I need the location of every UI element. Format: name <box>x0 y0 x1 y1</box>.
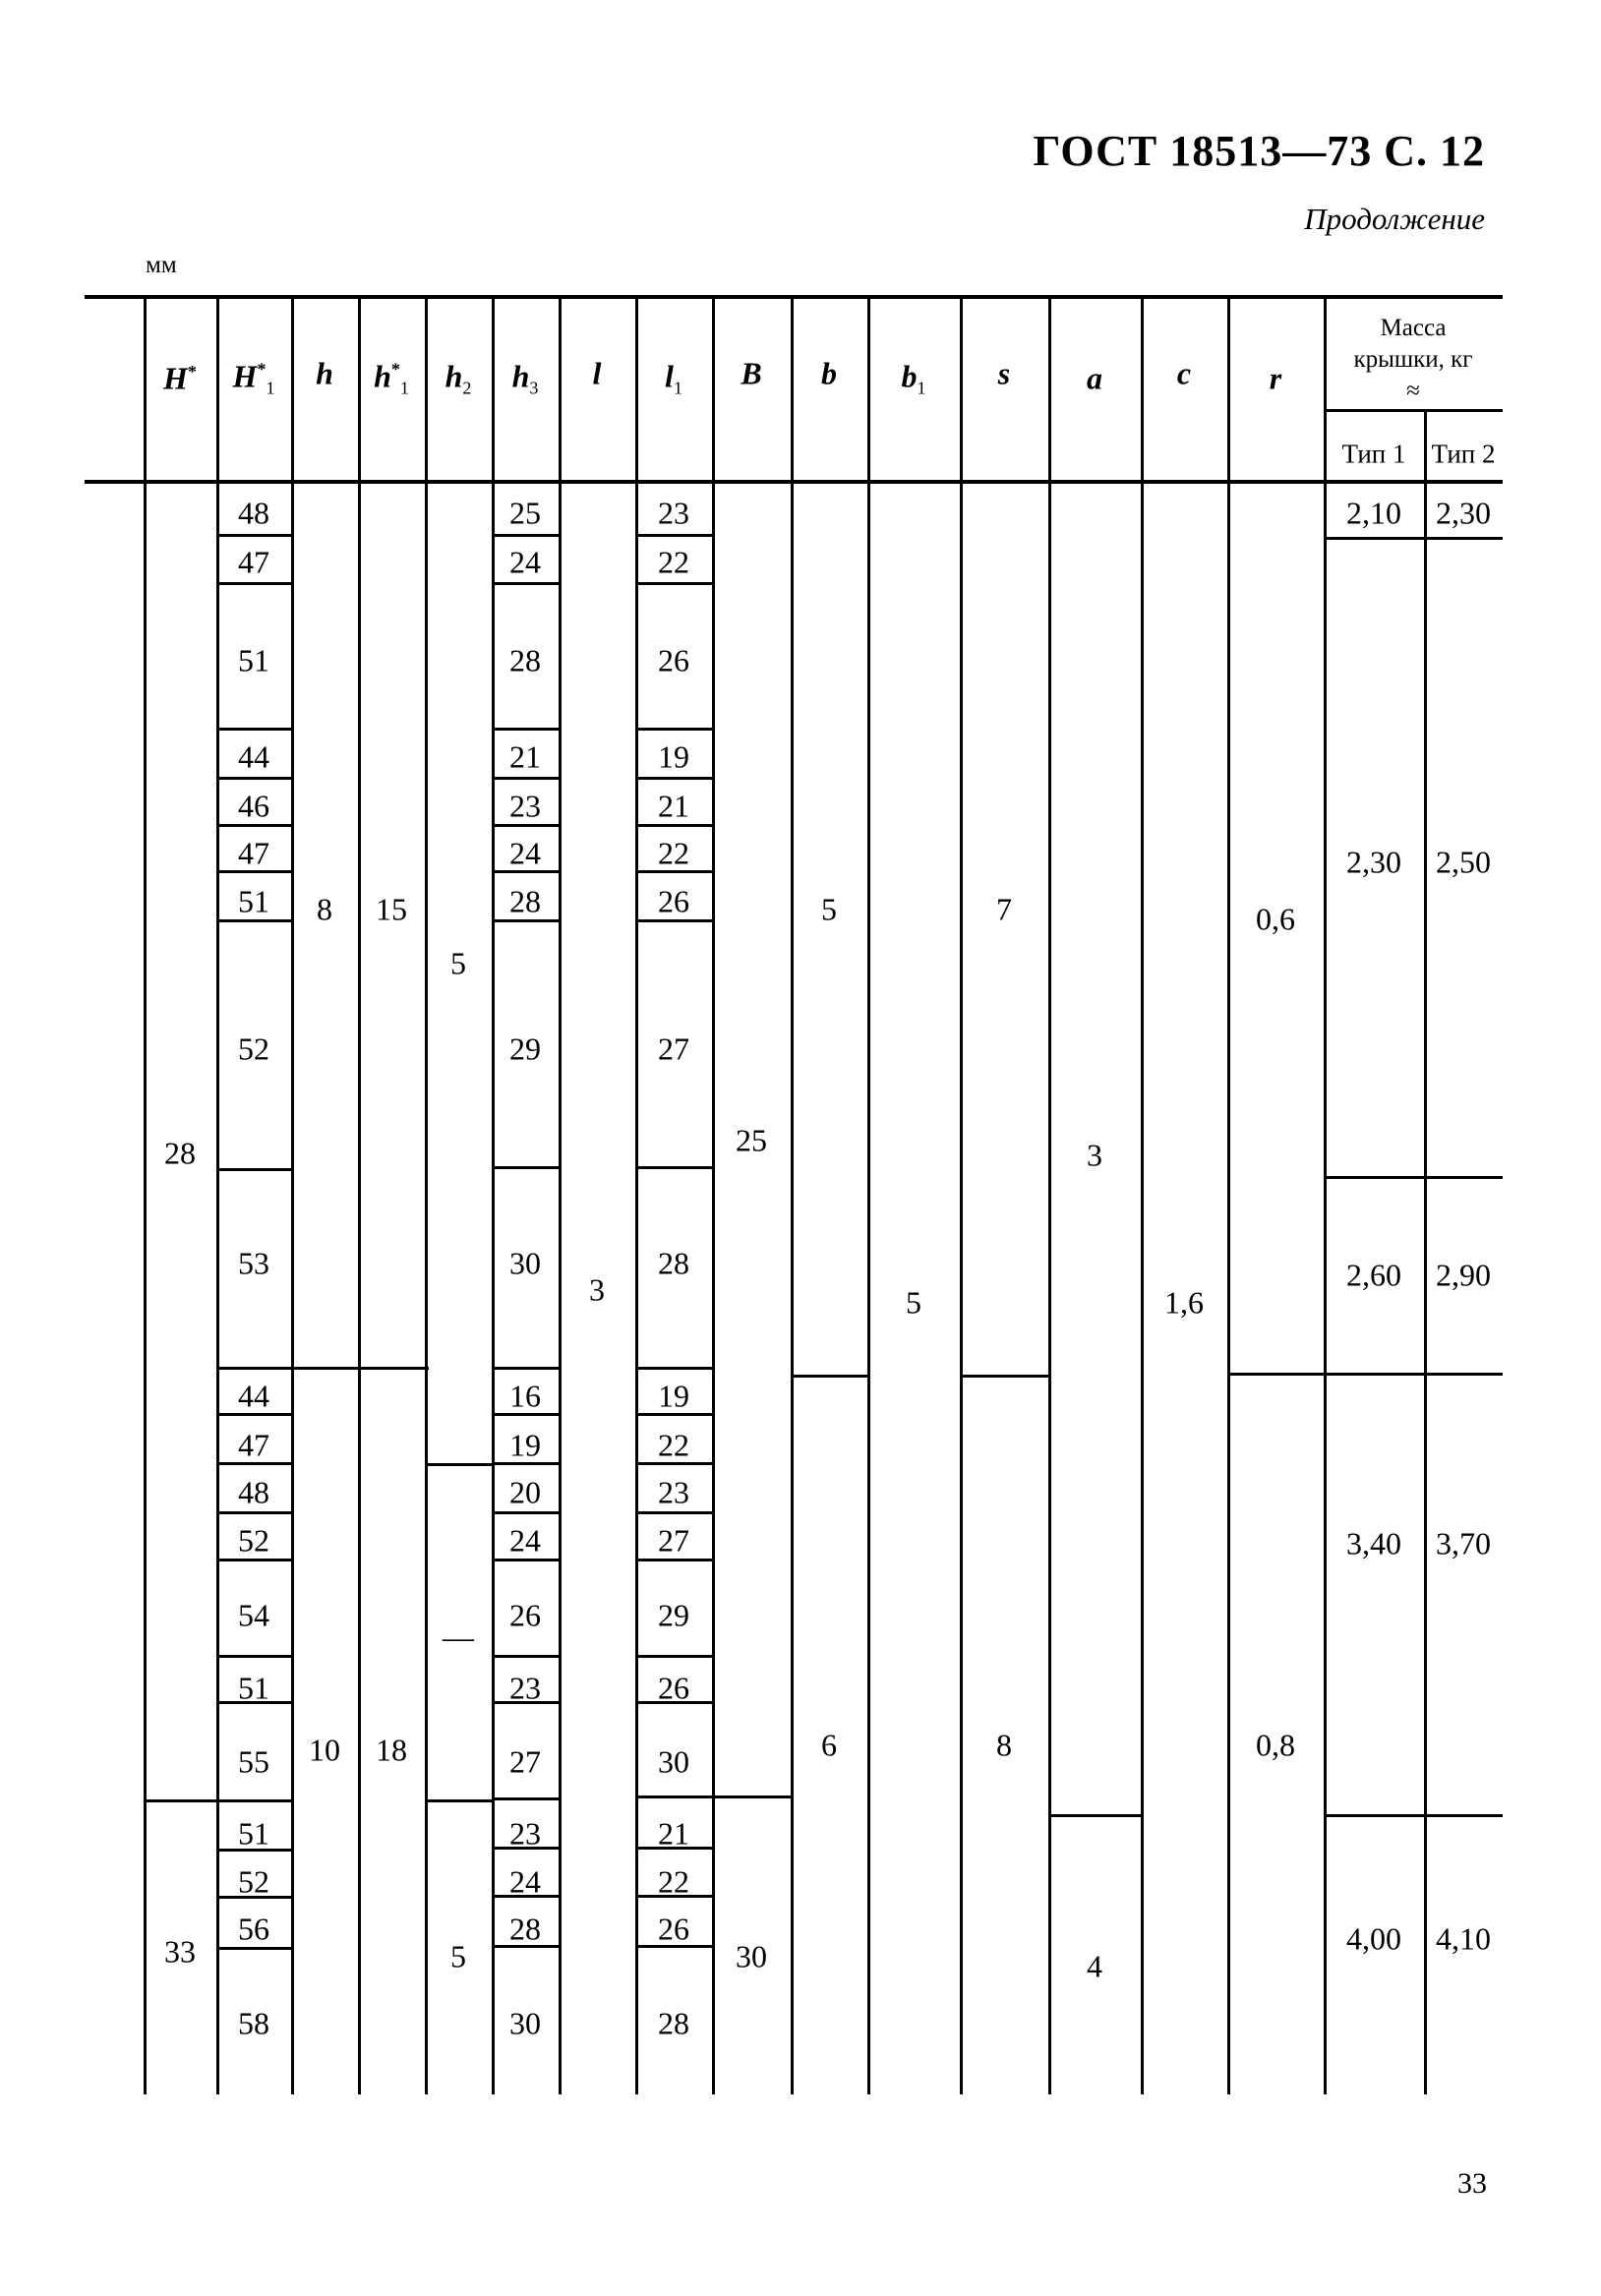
cell-H1: 44 <box>238 1378 269 1414</box>
cell-h3: 27 <box>509 1743 541 1780</box>
cell-h3: 24 <box>509 835 541 871</box>
cell-h: 10 <box>309 1732 340 1768</box>
cell-l1: 26 <box>658 1670 689 1706</box>
cell-c: 1,6 <box>1164 1284 1204 1321</box>
row-rule <box>216 1799 294 1802</box>
row-rule <box>216 728 294 731</box>
cell-b: 6 <box>821 1727 837 1763</box>
row-rule <box>291 1367 429 1370</box>
row-rule <box>635 1796 793 1798</box>
mass-header: Масса крышки, кг ≈ <box>1353 315 1473 404</box>
col-line <box>1141 295 1144 2094</box>
cell-l1: 30 <box>658 1743 689 1780</box>
col-header-H1: $H^*_1$ <box>232 358 275 398</box>
cell-H1: 52 <box>238 1030 269 1067</box>
table-top-rule <box>85 295 1503 299</box>
cell-h3: 28 <box>509 642 541 678</box>
cell-l1: 26 <box>658 642 689 678</box>
cell-l1: 19 <box>658 738 689 775</box>
cell-mass-type2: 2,50 <box>1436 844 1491 880</box>
cell-r: 0,6 <box>1256 901 1295 937</box>
cell-H1: 52 <box>238 1863 269 1900</box>
cell-s: 7 <box>996 891 1012 927</box>
header-bottom-rule <box>85 480 1503 484</box>
cell-h3: 20 <box>509 1474 541 1510</box>
col-line <box>791 295 794 2094</box>
row-rule <box>1048 1814 1141 1817</box>
col-line <box>1324 295 1327 2094</box>
cell-B: 25 <box>736 1122 767 1158</box>
cell-l1: 23 <box>658 495 689 531</box>
col-line <box>1424 409 1427 2094</box>
cell-h2: — <box>443 1619 474 1655</box>
cell-h3: 21 <box>509 738 541 775</box>
cell-h3: 24 <box>509 1522 541 1559</box>
cell-mass-type1: 2,60 <box>1346 1257 1401 1293</box>
col-header-a: a <box>1087 360 1102 396</box>
cell-mass-type1: 2,10 <box>1346 495 1401 531</box>
cell-mass-type1: 4,00 <box>1346 1920 1401 1957</box>
row-rule <box>791 1375 867 1378</box>
row-rule <box>492 1511 562 1514</box>
col-header-h2: $h_2$ <box>445 358 472 398</box>
col-line <box>960 295 963 2094</box>
row-rule <box>1227 1373 1503 1376</box>
cell-h3: 23 <box>509 788 541 824</box>
cell-H1: 47 <box>238 835 269 871</box>
col-header-b: b <box>821 355 837 391</box>
cell-h2: 5 <box>450 1938 466 1974</box>
col-line <box>358 295 361 2094</box>
col-header-s: s <box>997 355 1011 391</box>
mass-type2-header: Тип 2 <box>1431 439 1496 469</box>
cell-H1: 55 <box>238 1743 269 1780</box>
col-line <box>144 295 147 2094</box>
cell-l1: 19 <box>658 1378 689 1414</box>
col-header-c: c <box>1176 355 1192 391</box>
cell-h3: 30 <box>509 2005 541 2041</box>
cell-h3: 25 <box>509 495 541 531</box>
cell-H1: 51 <box>238 1815 269 1852</box>
continuation-label: Продолжение <box>1304 202 1485 236</box>
row-rule <box>492 728 562 731</box>
cell-H1: 48 <box>238 1474 269 1510</box>
cell-mass-type2: 4,10 <box>1436 1920 1491 1957</box>
cell-l1: 28 <box>658 2005 689 2041</box>
col-line <box>492 295 495 2094</box>
col-line <box>867 295 870 2094</box>
cell-H1: 44 <box>238 738 269 775</box>
unit-label: мм <box>146 252 177 278</box>
cell-l1: 26 <box>658 1911 689 1947</box>
cell-H1: 47 <box>238 544 269 580</box>
col-line <box>1048 295 1051 2094</box>
cell-h3: 29 <box>509 1030 541 1067</box>
row-rule <box>492 582 562 585</box>
cell-l1: 22 <box>658 544 689 580</box>
row-rule <box>492 1367 562 1370</box>
row-rule <box>216 1655 294 1658</box>
col-header-B: B <box>741 355 762 391</box>
cell-l1: 22 <box>658 1427 689 1463</box>
page-number: 33 <box>1457 2167 1487 2200</box>
cell-B: 30 <box>736 1938 767 1974</box>
cell-mass-type2: 3,70 <box>1436 1525 1491 1561</box>
cell-mass-type2: 2,30 <box>1436 495 1491 531</box>
row-rule <box>216 1367 294 1370</box>
cell-H1: 48 <box>238 495 269 531</box>
cell-a: 3 <box>1087 1137 1102 1173</box>
cell-l1: 22 <box>658 1863 689 1900</box>
cell-H1: 51 <box>238 1670 269 1706</box>
cell-l1: 23 <box>658 1474 689 1510</box>
cell-h1: 18 <box>376 1732 407 1768</box>
row-rule <box>635 1511 715 1514</box>
col-header-H: H* <box>163 360 197 396</box>
cell-b1: 5 <box>906 1284 921 1321</box>
col-line <box>635 295 638 2094</box>
cell-H: 28 <box>164 1135 196 1171</box>
cell-h3: 16 <box>509 1378 541 1414</box>
cell-l: 3 <box>589 1271 605 1308</box>
cell-mass-type1: 3,40 <box>1346 1525 1401 1561</box>
row-rule <box>635 1367 715 1370</box>
col-line <box>1227 295 1230 2094</box>
col-line <box>712 295 715 2094</box>
cell-H1: 56 <box>238 1911 269 1947</box>
cell-l1: 26 <box>658 883 689 919</box>
cell-h3: 26 <box>509 1597 541 1633</box>
col-header-h3: $h_3$ <box>511 358 539 398</box>
row-rule <box>492 534 562 537</box>
col-header-r: r <box>1269 360 1282 396</box>
cell-l1: 22 <box>658 835 689 871</box>
col-line <box>291 295 294 2094</box>
cell-l1: 28 <box>658 1245 689 1281</box>
cell-h3: 23 <box>509 1815 541 1852</box>
row-rule <box>635 582 715 585</box>
page-title: ГОСТ 18513—73 С. 12 <box>1033 127 1485 175</box>
cell-H1: 52 <box>238 1522 269 1559</box>
row-rule <box>425 1799 494 1802</box>
row-rule <box>492 1797 562 1800</box>
cell-H1: 53 <box>238 1245 269 1281</box>
row-rule <box>492 777 562 780</box>
cell-h3: 19 <box>509 1427 541 1463</box>
cell-mass-type1: 2,30 <box>1346 844 1401 880</box>
cell-H: 33 <box>164 1933 196 1970</box>
cell-h3: 24 <box>509 1863 541 1900</box>
col-header-b1: $b_1$ <box>901 358 926 398</box>
cell-h1: 15 <box>376 891 407 927</box>
row-rule <box>492 1655 562 1658</box>
row-rule <box>216 582 294 585</box>
cell-h3: 24 <box>509 544 541 580</box>
cell-s: 8 <box>996 1727 1012 1763</box>
cell-H1: 46 <box>238 788 269 824</box>
cell-a: 4 <box>1087 1948 1102 1984</box>
mass-type1-header: Тип 1 <box>1341 439 1406 469</box>
row-rule <box>216 1168 294 1171</box>
col-header-l1: $l_1$ <box>665 358 682 398</box>
cell-H1: 51 <box>238 883 269 919</box>
row-rule <box>635 777 715 780</box>
row-rule <box>635 534 715 537</box>
cell-r: 0,8 <box>1256 1727 1295 1763</box>
row-rule <box>1324 1814 1503 1817</box>
cell-H1: 54 <box>238 1597 269 1633</box>
row-rule <box>216 1511 294 1514</box>
cell-h3: 28 <box>509 883 541 919</box>
row-rule <box>216 534 294 537</box>
cell-l1: 27 <box>658 1522 689 1559</box>
col-header-l: l <box>592 355 602 391</box>
col-line <box>425 295 428 2094</box>
cell-h: 8 <box>317 891 332 927</box>
cell-h3: 28 <box>509 1911 541 1947</box>
col-line <box>216 295 219 2094</box>
row-rule <box>1324 1176 1503 1179</box>
row-rule <box>216 777 294 780</box>
col-line <box>559 295 562 2094</box>
cell-H1: 47 <box>238 1427 269 1463</box>
row-rule <box>635 1166 715 1169</box>
row-rule <box>144 1799 219 1802</box>
row-rule <box>1324 537 1503 540</box>
col-header-h1: $h^*_1$ <box>374 358 409 398</box>
cell-l1: 29 <box>658 1597 689 1633</box>
cell-b: 5 <box>821 891 837 927</box>
cell-h3: 23 <box>509 1670 541 1706</box>
cell-l1: 27 <box>658 1030 689 1067</box>
row-rule <box>635 728 715 731</box>
cell-l1: 21 <box>658 1815 689 1852</box>
row-rule <box>635 1655 715 1658</box>
row-rule <box>492 1166 562 1169</box>
row-rule <box>960 1375 1048 1378</box>
cell-h2: 5 <box>450 945 466 981</box>
cell-l1: 21 <box>658 788 689 824</box>
row-rule <box>425 1463 494 1466</box>
col-header-h: h <box>316 355 333 391</box>
cell-h3: 30 <box>509 1245 541 1281</box>
mass-subheader-rule <box>1324 409 1503 412</box>
cell-mass-type2: 2,90 <box>1436 1257 1491 1293</box>
cell-H1: 58 <box>238 2005 269 2041</box>
cell-H1: 51 <box>238 642 269 678</box>
